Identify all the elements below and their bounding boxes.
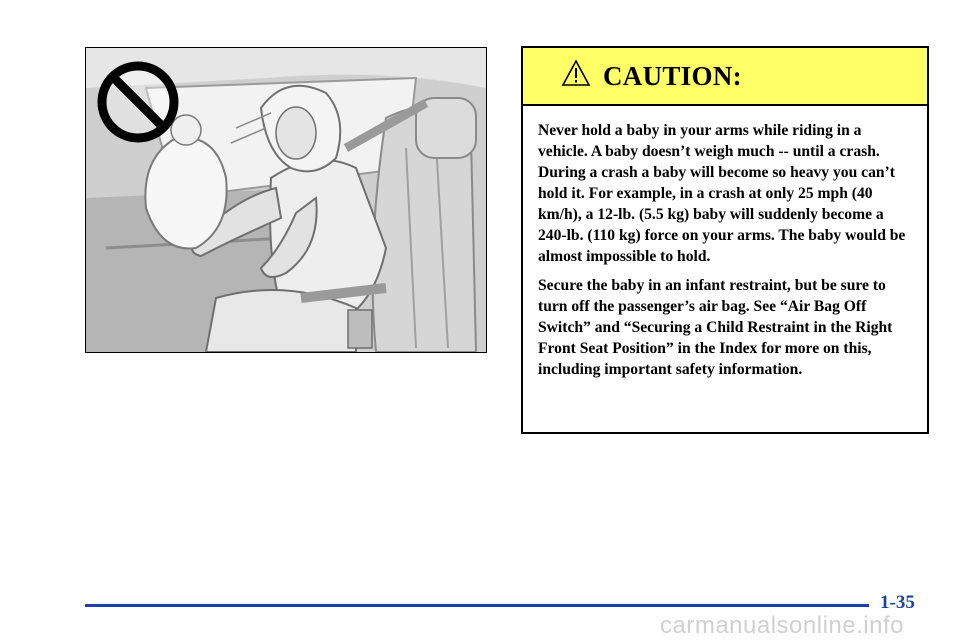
watermark: carmanualsonline.info [660, 612, 904, 639]
caution-body [523, 106, 927, 380]
caution-title: CAUTION: [603, 60, 742, 91]
caution-header [523, 48, 927, 106]
caution-paragraph-1: Never hold a baby in your arms while riding in a vehicle. A baby doesn’t weigh much -- until a crash. During a crash a baby will become so heavy you can’t hold it. For example, in a crash at only 25 mph (40 km/h), a 12-lb. (5.5 kg) baby will suddenly become a 240-lb. (110 kg) force on your arms. The baby would be almost impossible to hold. [538, 122, 906, 265]
caution-paragraph-2: Secure the baby in an infant restraint, but be sure to turn off the passenger’s air bag. See “Air Bag Off Switch” and “Securing a Child Restraint in the Right Front Seat Position” in the Index for more on this, including important safety information. [538, 277, 893, 378]
prohibition-icon [94, 58, 182, 146]
caution-box [521, 46, 929, 434]
warning-triangle-icon [561, 59, 591, 87]
page-number: 1-35 [880, 592, 915, 613]
illustration-baby-in-arms [85, 47, 487, 353]
footer-rule [85, 604, 869, 607]
